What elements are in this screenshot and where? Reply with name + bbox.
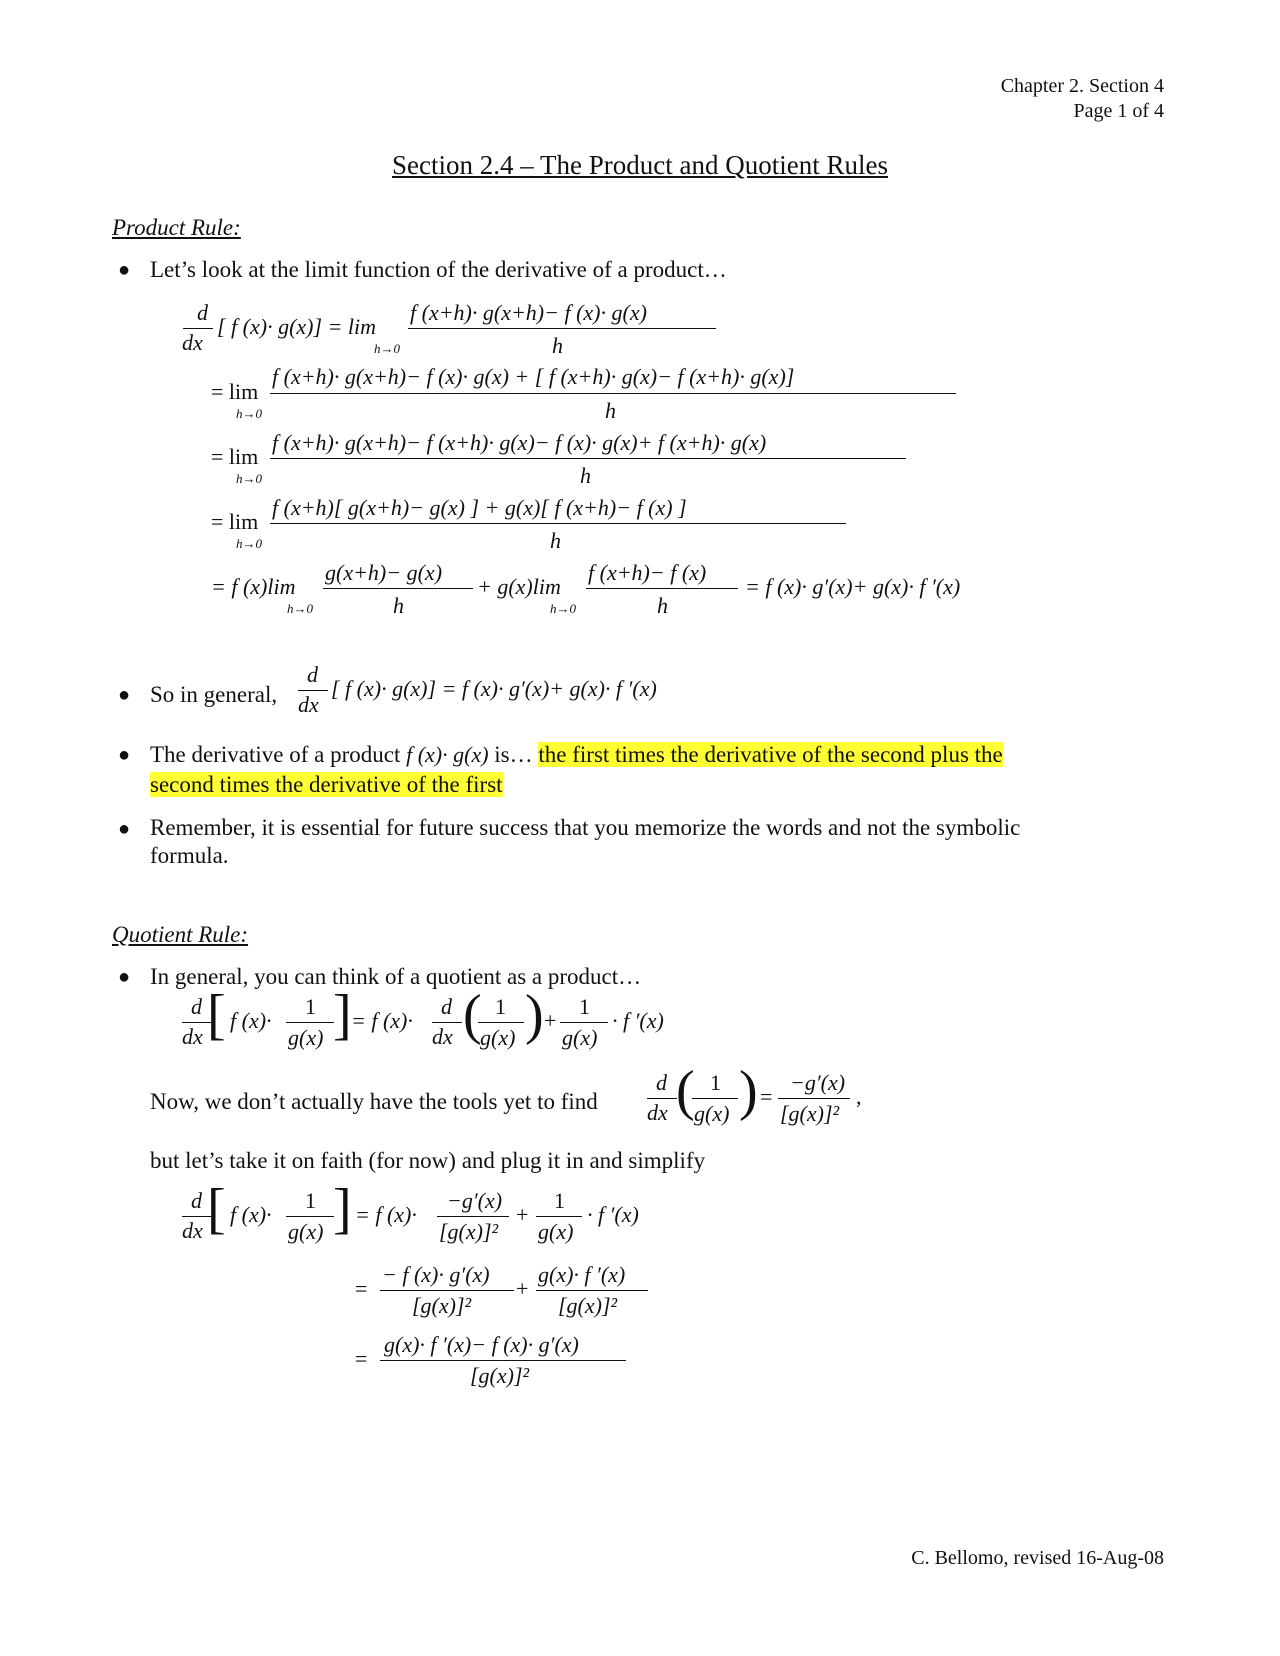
page-header [1001, 74, 1164, 124]
gx-denominator: g(x) [288, 1219, 324, 1244]
left-paren: ( [676, 1060, 695, 1122]
header-page: Page 1 of 4 [1073, 100, 1164, 122]
limit-subscript: h→0 [236, 536, 262, 551]
quotient-rule-heading: Quotient Rule: [112, 922, 249, 947]
bullet-icon: ● [118, 744, 131, 766]
fx-factor: f (x)· [230, 1202, 272, 1227]
fraction-bar [536, 1290, 648, 1291]
h-denominator: h [605, 398, 616, 423]
plus-sign: + [544, 1008, 557, 1033]
limit-subscript: h→0 [550, 601, 576, 616]
d-symbol: d [307, 662, 318, 687]
gx-squared: [g(x)]² [412, 1293, 472, 1318]
gx-squared: [g(x)]² [558, 1293, 618, 1318]
gx-denominator: g(x) [562, 1025, 598, 1050]
fraction-bar [298, 690, 328, 691]
bullet-icon: ● [118, 818, 131, 840]
equals-lim: = lim [211, 379, 259, 404]
now-text: Now, we don’t actually have the tools yet to find [150, 1089, 598, 1114]
page-title: Section 2.4 – The Product and Quotient Rules [392, 150, 888, 180]
fraction-bar [647, 1098, 677, 1099]
fraction-bar [270, 523, 846, 524]
dx-symbol: dx [432, 1024, 453, 1049]
fraction-bar [380, 1360, 626, 1361]
h-denominator: h [657, 593, 668, 618]
gx-squared: [g(x)]² [780, 1101, 840, 1126]
plus-sign: + [516, 1276, 529, 1301]
bullet-icon: ● [118, 966, 131, 988]
fraction-bar [408, 328, 716, 329]
bullet-icon: ● [118, 684, 131, 706]
fraction-bar [586, 588, 738, 589]
dx-symbol: dx [298, 692, 319, 717]
fraction-bar [380, 1290, 514, 1291]
fraction-bar [270, 393, 956, 394]
equals-lim: = lim [211, 444, 259, 469]
product-bullet-1: Let’s look at the limit function of the derivative of a product… [150, 257, 727, 282]
numerator-one: 1 [495, 994, 506, 1019]
gx-denominator: g(x) [538, 1219, 574, 1244]
limit-numerator: f (x+h)· g(x+h)− f (x)· g(x) [410, 300, 647, 325]
fraction-bar [478, 1022, 524, 1023]
numerator-one: 1 [579, 994, 590, 1019]
fraction-bar [286, 1022, 334, 1023]
dx-symbol: dx [182, 1024, 203, 1049]
header-chapter: Chapter 2. Section 4 [1000, 75, 1164, 97]
left-bracket: [ [207, 984, 226, 1046]
equals-sign: = [355, 1346, 368, 1371]
gx-squared: [g(x)]² [470, 1363, 530, 1388]
d-symbol: d [191, 1188, 202, 1213]
neg-gprime: −g′(x) [790, 1070, 846, 1095]
fraction-bar [778, 1098, 850, 1099]
gx-squared: [g(x)]² [439, 1219, 499, 1244]
equals-sign: = [355, 1276, 368, 1301]
right-bracket: ] [333, 984, 352, 1046]
dx-symbol: dx [182, 1218, 203, 1243]
fraction-bar [323, 588, 473, 589]
comma: , [856, 1084, 862, 1109]
numerator-one: 1 [305, 994, 316, 1019]
page-footer: C. Bellomo, revised 16-Aug-08 [911, 1547, 1164, 1569]
g-fprime: g(x)· f ′(x) [538, 1262, 626, 1287]
product-lhs: [ f (x)· g(x)] = lim [217, 314, 377, 339]
numerator-one: 1 [305, 1188, 316, 1213]
gx-denominator: g(x) [694, 1101, 730, 1126]
h-denominator: h [550, 528, 561, 553]
fraction-bar [536, 1216, 582, 1217]
fraction-bar [270, 458, 906, 459]
quotient-rule-numerator: g(x)· f ′(x)− f (x)· g′(x) [384, 1332, 579, 1357]
product-rule-heading: Product Rule: [112, 215, 241, 240]
numerator-one: 1 [710, 1070, 721, 1095]
left-paren: ( [463, 984, 482, 1046]
highlighted-text: second times the derivative of the first [150, 772, 503, 797]
fraction-bar [437, 1216, 509, 1217]
d-symbol: d [441, 994, 452, 1019]
limit-subscript: h→0 [236, 406, 262, 421]
faith-text: but let’s take it on faith (for now) and plug it in and simplify [150, 1148, 706, 1173]
plus-sign: + [516, 1202, 529, 1227]
neg-fg-prime: − f (x)· g′(x) [382, 1262, 490, 1287]
dx-symbol: dx [647, 1100, 668, 1125]
fraction-bar [432, 1022, 462, 1023]
fraction-bar [286, 1216, 334, 1217]
fraction-bar [183, 328, 213, 329]
right-paren: ) [525, 984, 544, 1046]
d-symbol: d [656, 1070, 667, 1095]
fraction-bar [692, 1098, 738, 1099]
gx-denominator: g(x) [480, 1025, 516, 1050]
split-limit-b: + g(x)lim [477, 574, 561, 599]
so-in-general-text: So in general, [150, 682, 278, 707]
d-symbol: d [191, 994, 202, 1019]
split-limit-a: = f (x)lim [211, 574, 296, 599]
h-denominator: h [580, 463, 591, 488]
product-rule-formula: [ f (x)· g(x)] = f (x)· g′(x)+ g(x)· f ′(x) [331, 676, 657, 701]
fprime-factor: · f ′(x) [587, 1202, 639, 1227]
equals-lim: = lim [211, 509, 259, 534]
h-denominator: h [552, 333, 563, 358]
product-result: = f (x)· g′(x)+ g(x)· f ′(x) [745, 574, 961, 599]
quotient-bullet-1: In general, you can think of a quotient as a product… [150, 964, 642, 989]
right-paren: ) [739, 1060, 758, 1122]
fraction-bar [560, 1022, 608, 1023]
highlighted-text: the first times the derivative of the second plus the [538, 742, 1003, 767]
limit-numerator: f (x+h)· g(x+h)− f (x)· g(x) + [ f (x+h)· g(x)− f (x+h)· g(x)] [272, 364, 795, 389]
neg-gprime: −g′(x) [447, 1188, 503, 1213]
h-denominator: h [393, 593, 404, 618]
fx-factor: f (x)· [230, 1008, 272, 1033]
limit-numerator: f (x+h)[ g(x+h)− g(x) ] + g(x)[ f (x+h)− f (x) ] [272, 495, 687, 520]
d-symbol: d [197, 300, 208, 325]
fprime-factor: · f ′(x) [612, 1008, 664, 1033]
gx-denominator: g(x) [288, 1025, 324, 1050]
product-rule-words: The derivative of a product f (x)· g(x) is… the first times the derivative of the second plus the second times the derivative of the first [150, 742, 1003, 797]
numerator-one: 1 [554, 1188, 565, 1213]
equals-sign: = [760, 1084, 773, 1109]
product-bullet-remember: Remember, it is essential for future success that you memorize the words and not the symbolic formula. [150, 815, 1021, 868]
limit-numerator: f (x+h)· g(x+h)− f (x+h)· g(x)− f (x)· g(x)+ f (x+h)· g(x) [272, 430, 767, 455]
left-bracket: [ [207, 1178, 226, 1240]
limit-subscript: h→0 [236, 471, 262, 486]
fx-factor: = f (x)· [351, 1008, 413, 1033]
bullet-icon: ● [118, 259, 131, 281]
dx-symbol: dx [182, 330, 203, 355]
right-bracket: ] [333, 1178, 352, 1240]
limit-subscript: h→0 [287, 601, 313, 616]
fx-factor: = f (x)· [355, 1202, 417, 1227]
limit-subscript: h→0 [374, 341, 400, 356]
limit-numerator: g(x+h)− g(x) [325, 560, 443, 585]
limit-numerator: f (x+h)− f (x) [588, 560, 707, 585]
